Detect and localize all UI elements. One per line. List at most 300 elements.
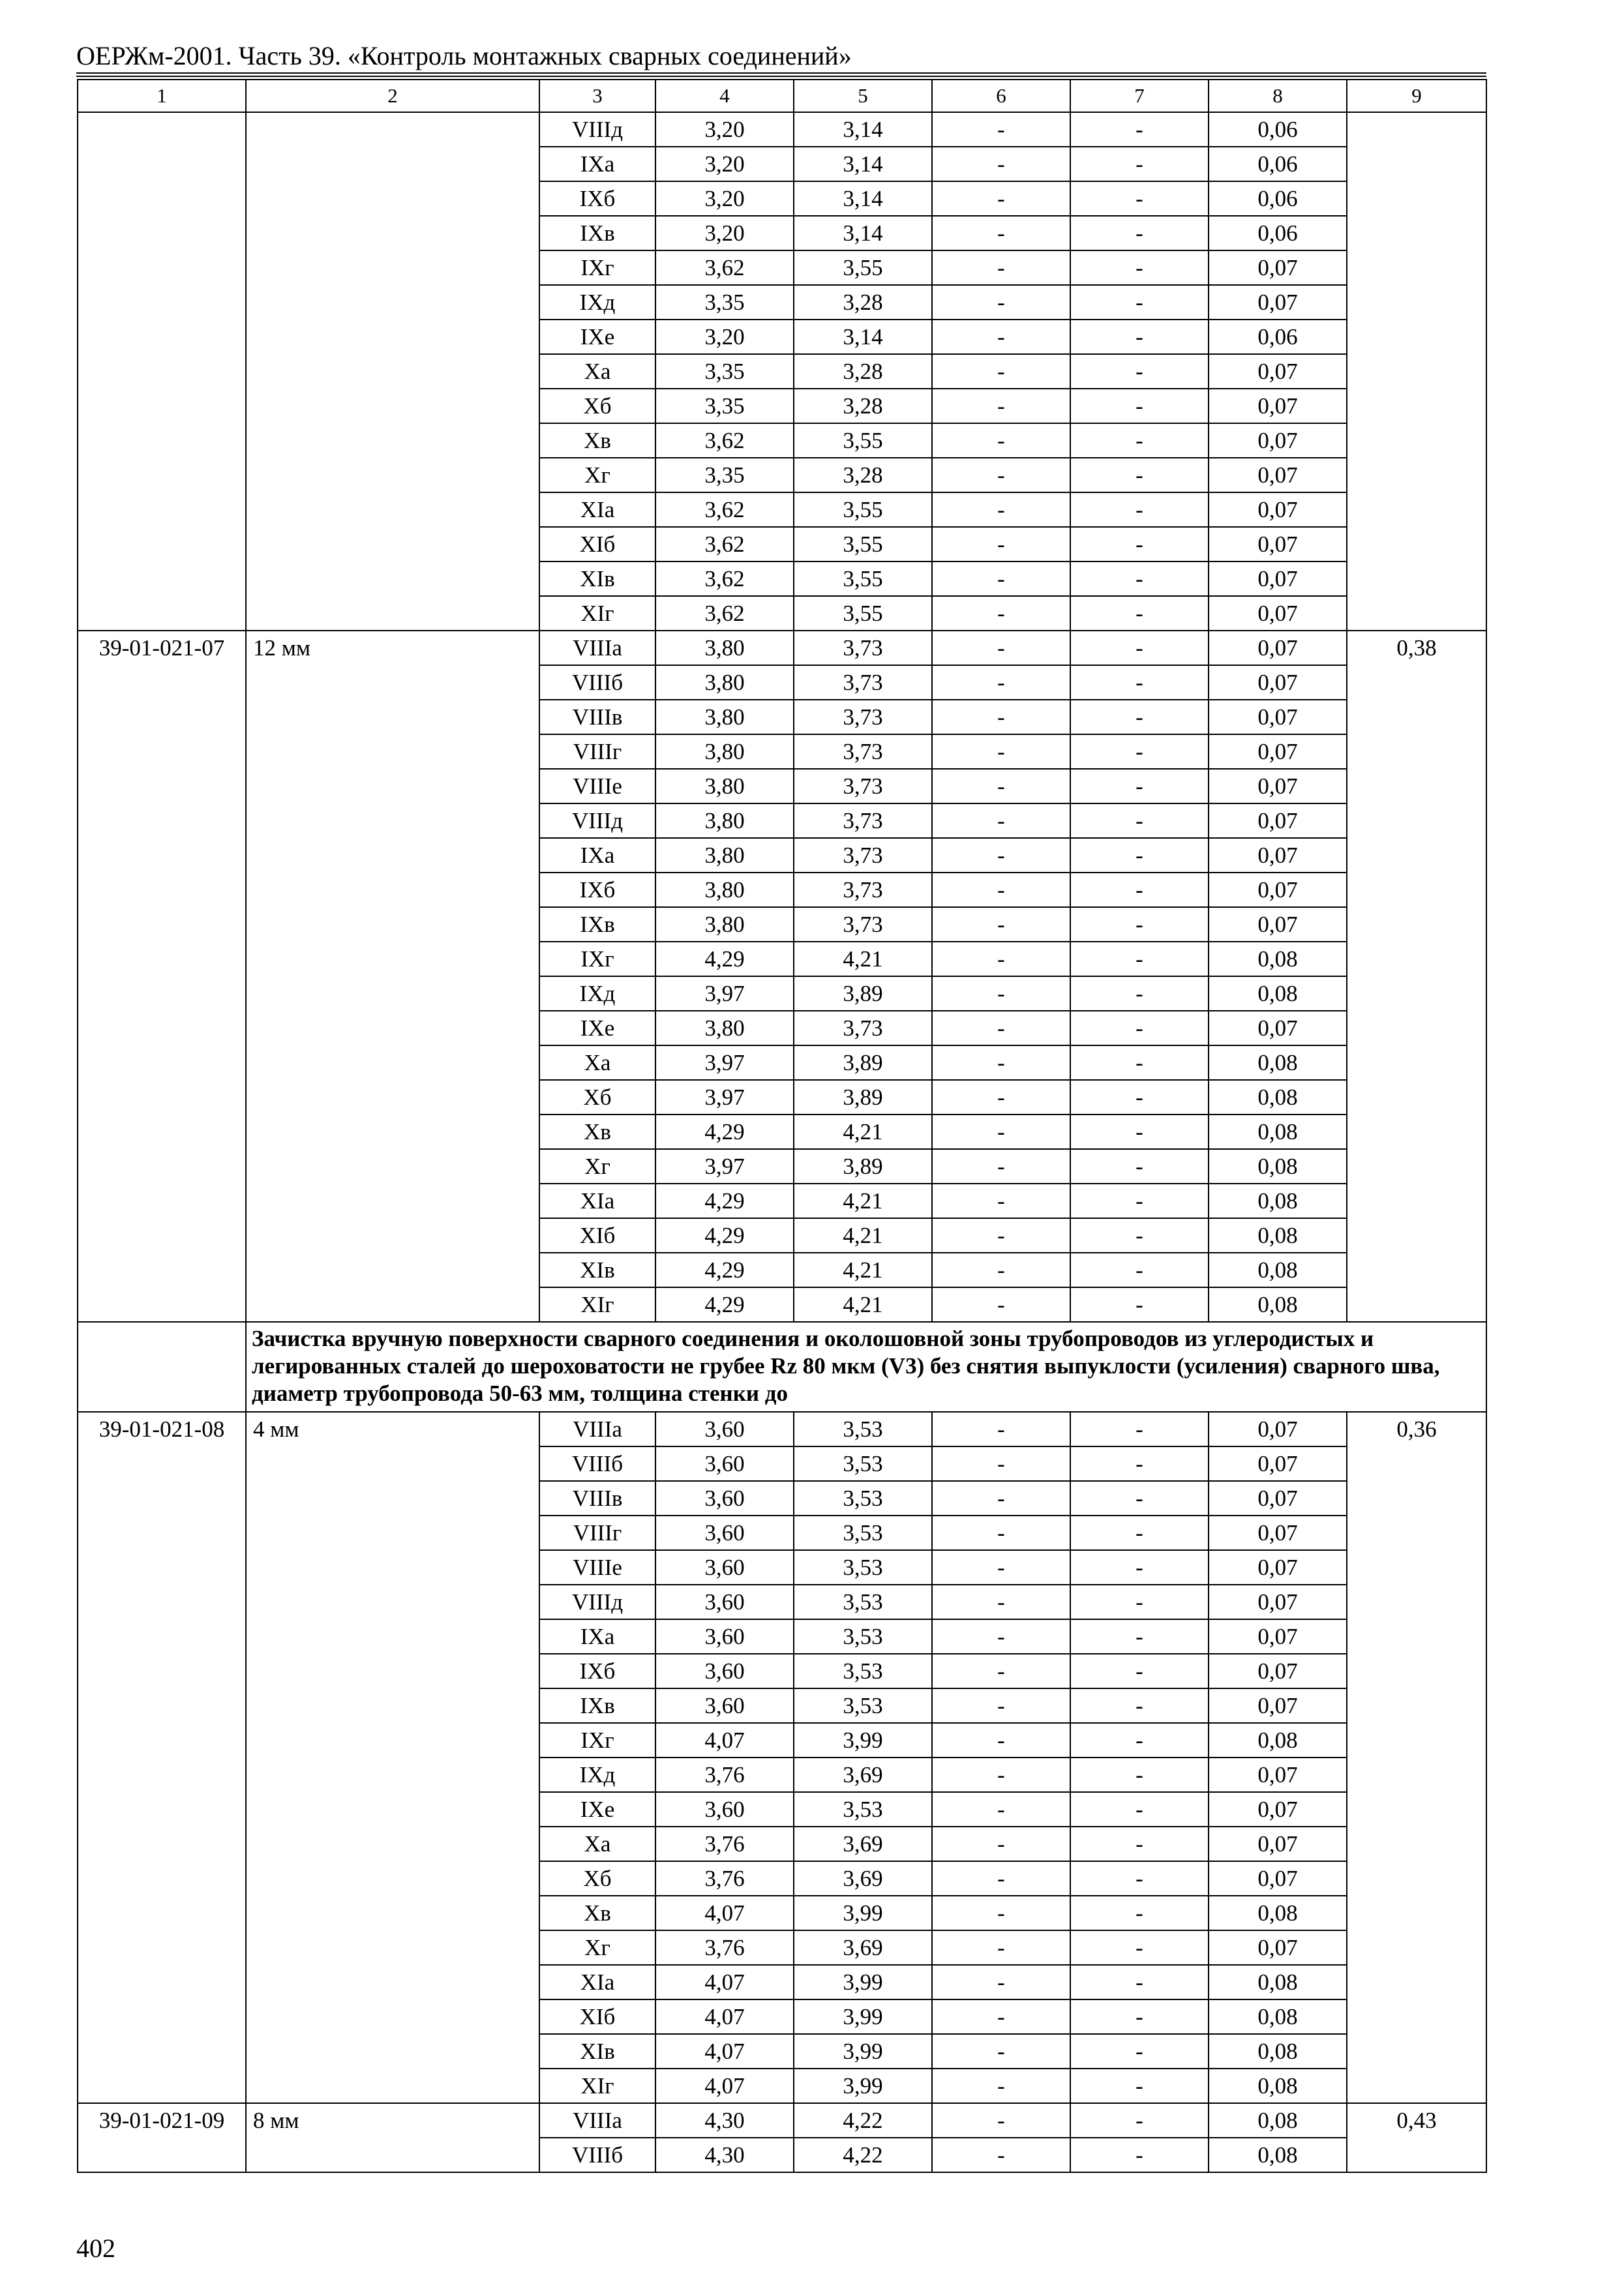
table-cell: XIг xyxy=(539,2069,655,2103)
table-cell: 3,28 xyxy=(794,285,932,320)
table-cell: - xyxy=(932,1861,1070,1896)
table-cell: 0,08 xyxy=(1209,2138,1347,2172)
table-cell: - xyxy=(1070,769,1209,803)
table-cell: - xyxy=(932,285,1070,320)
wall-thickness-cell: 4 мм xyxy=(246,1412,539,2103)
column-number: 6 xyxy=(932,80,1070,112)
table-cell: - xyxy=(932,1184,1070,1218)
table-cell: 0,07 xyxy=(1209,631,1347,665)
table-cell: 3,14 xyxy=(794,320,932,354)
table-cell: 0,07 xyxy=(1209,1516,1347,1550)
table-cell: - xyxy=(932,1446,1070,1481)
table-cell: 0,07 xyxy=(1209,596,1347,631)
table-row xyxy=(78,631,1486,665)
table-cell: 4,29 xyxy=(655,1218,794,1253)
table-cell: Xв xyxy=(539,1115,655,1149)
table-cell: 0,07 xyxy=(1209,803,1347,838)
table-cell: XIг xyxy=(539,596,655,631)
table-cell: 3,73 xyxy=(794,1011,932,1045)
table-cell: 3,76 xyxy=(655,1861,794,1896)
table-cell: 3,80 xyxy=(655,665,794,700)
table-cell: 0,08 xyxy=(1209,2103,1347,2138)
material-total-cell: 0,43 xyxy=(1347,2103,1486,2172)
material-total-cell: 0,36 xyxy=(1347,1412,1486,2103)
wall-thickness-cell xyxy=(246,112,539,631)
table-cell: 3,53 xyxy=(794,1446,932,1481)
column-number: 1 xyxy=(78,80,246,112)
table-cell: 3,53 xyxy=(794,1516,932,1550)
table-cell: 3,89 xyxy=(794,1080,932,1115)
wall-thickness-cell: 12 мм xyxy=(246,631,539,1322)
table-cell: 3,60 xyxy=(655,1585,794,1619)
table-cell: 4,21 xyxy=(794,1218,932,1253)
wall-thickness-cell: 8 мм xyxy=(246,2103,539,2172)
table-cell: IXе xyxy=(539,1011,655,1045)
table-cell: 3,60 xyxy=(655,1446,794,1481)
table-cell: - xyxy=(1070,873,1209,907)
table-cell: XIг xyxy=(539,1287,655,1322)
table-cell: 3,14 xyxy=(794,112,932,147)
table-cell: 0,07 xyxy=(1209,1585,1347,1619)
table-cell: VIIIг xyxy=(539,1516,655,1550)
table-cell: - xyxy=(932,803,1070,838)
table-cell: 0,07 xyxy=(1209,769,1347,803)
table-cell: 0,07 xyxy=(1209,1792,1347,1827)
table-cell: - xyxy=(1070,1930,1209,1965)
table-cell: - xyxy=(1070,1758,1209,1792)
table-cell: - xyxy=(932,1481,1070,1516)
table-cell: 0,07 xyxy=(1209,423,1347,458)
table-cell: - xyxy=(1070,423,1209,458)
table-cell: Xг xyxy=(539,458,655,492)
table-cell: 3,97 xyxy=(655,976,794,1011)
table-cell: - xyxy=(1070,1654,1209,1688)
table-cell: - xyxy=(1070,250,1209,285)
table-cell: - xyxy=(1070,458,1209,492)
table-cell: 0,07 xyxy=(1209,838,1347,873)
table-cell: XIа xyxy=(539,1965,655,1999)
column-number: 7 xyxy=(1070,80,1209,112)
rate-code-cell: 39-01-021-07 xyxy=(78,631,246,1322)
table-cell: 0,07 xyxy=(1209,285,1347,320)
table-cell: - xyxy=(932,1080,1070,1115)
table-cell: 3,35 xyxy=(655,389,794,423)
table-cell: - xyxy=(1070,2103,1209,2138)
table-cell: - xyxy=(1070,527,1209,561)
table-cell: - xyxy=(932,873,1070,907)
table-cell: - xyxy=(1070,1999,1209,2034)
table-cell: - xyxy=(932,2034,1070,2069)
table-cell: 0,07 xyxy=(1209,1550,1347,1585)
table-cell: - xyxy=(932,1011,1070,1045)
table-cell: 4,21 xyxy=(794,1184,932,1218)
table-cell: Xб xyxy=(539,1080,655,1115)
table-cell: 0,08 xyxy=(1209,1287,1347,1322)
table-cell: 3,89 xyxy=(794,976,932,1011)
table-cell: 3,53 xyxy=(794,1688,932,1723)
table-cell: - xyxy=(932,838,1070,873)
table-cell: XIа xyxy=(539,1184,655,1218)
table-cell: - xyxy=(1070,216,1209,250)
table-cell: IXб xyxy=(539,873,655,907)
table-cell: 3,60 xyxy=(655,1516,794,1550)
table-cell: - xyxy=(932,423,1070,458)
table-cell: - xyxy=(1070,1585,1209,1619)
table-cell: - xyxy=(1070,631,1209,665)
table-cell: - xyxy=(932,1758,1070,1792)
table-cell: 3,97 xyxy=(655,1045,794,1080)
table-cell: 3,20 xyxy=(655,181,794,216)
header-double-rule xyxy=(76,72,1486,77)
table-cell: - xyxy=(932,1792,1070,1827)
table-cell: - xyxy=(932,1965,1070,1999)
table-cell: 3,60 xyxy=(655,1481,794,1516)
table-cell: 3,69 xyxy=(794,1827,932,1861)
table-cell: - xyxy=(1070,354,1209,389)
table-cell: 3,99 xyxy=(794,1723,932,1758)
table-cell: VIIIв xyxy=(539,700,655,734)
table-cell: VIIIг xyxy=(539,734,655,769)
table-cell: - xyxy=(932,492,1070,527)
table-cell: 3,97 xyxy=(655,1080,794,1115)
table-cell: IXг xyxy=(539,942,655,976)
table-cell: - xyxy=(932,2103,1070,2138)
table-cell: 4,29 xyxy=(655,1253,794,1287)
table-cell: 3,99 xyxy=(794,2069,932,2103)
table-cell: 3,55 xyxy=(794,423,932,458)
table-cell: Xа xyxy=(539,1045,655,1080)
table-cell: - xyxy=(932,700,1070,734)
table-cell: 3,53 xyxy=(794,1792,932,1827)
table-cell: 4,21 xyxy=(794,1253,932,1287)
table-cell: 4,07 xyxy=(655,1965,794,1999)
table-cell: - xyxy=(1070,112,1209,147)
table-cell: IXд xyxy=(539,1758,655,1792)
table-cell: - xyxy=(1070,907,1209,942)
table-cell: - xyxy=(1070,1253,1209,1287)
table-cell: 4,07 xyxy=(655,2069,794,2103)
table-cell: - xyxy=(1070,2138,1209,2172)
table-cell: - xyxy=(932,354,1070,389)
table-cell: 0,07 xyxy=(1209,1412,1347,1446)
table-cell: 0,08 xyxy=(1209,1115,1347,1149)
table-cell: 0,06 xyxy=(1209,216,1347,250)
table-cell: 3,53 xyxy=(794,1550,932,1585)
table-cell: - xyxy=(932,216,1070,250)
table-cell: 4,07 xyxy=(655,1999,794,2034)
table-cell: 3,73 xyxy=(794,838,932,873)
table-cell: 0,08 xyxy=(1209,1999,1347,2034)
table-cell: 0,07 xyxy=(1209,1861,1347,1896)
table-cell: - xyxy=(932,1149,1070,1184)
table-cell: VIIIа xyxy=(539,2103,655,2138)
table-cell: - xyxy=(932,458,1070,492)
table-cell: - xyxy=(1070,1481,1209,1516)
table-cell: Xв xyxy=(539,423,655,458)
table-cell: 0,07 xyxy=(1209,1930,1347,1965)
table-cell: 3,73 xyxy=(794,803,932,838)
table-cell: - xyxy=(932,1218,1070,1253)
table-cell: 3,80 xyxy=(655,803,794,838)
table-cell: - xyxy=(1070,1045,1209,1080)
table-cell: - xyxy=(1070,1861,1209,1896)
table-cell: - xyxy=(932,1896,1070,1930)
table-cell: - xyxy=(1070,147,1209,181)
table-cell: 0,06 xyxy=(1209,181,1347,216)
table-cell: IXг xyxy=(539,250,655,285)
table-cell: 3,55 xyxy=(794,561,932,596)
table-cell: 0,07 xyxy=(1209,1654,1347,1688)
table-cell: 4,21 xyxy=(794,942,932,976)
table-cell: 3,20 xyxy=(655,112,794,147)
table-cell: 3,20 xyxy=(655,216,794,250)
table-cell: - xyxy=(1070,838,1209,873)
table-cell: 0,07 xyxy=(1209,700,1347,734)
table-cell: 4,07 xyxy=(655,2034,794,2069)
table-cell: 0,07 xyxy=(1209,527,1347,561)
table-cell: VIIIе xyxy=(539,769,655,803)
table-cell: 3,14 xyxy=(794,147,932,181)
table-cell: - xyxy=(932,320,1070,354)
table-cell: Xг xyxy=(539,1930,655,1965)
table-cell: 3,14 xyxy=(794,216,932,250)
table-cell: 0,07 xyxy=(1209,561,1347,596)
table-cell: IXе xyxy=(539,1792,655,1827)
column-number: 8 xyxy=(1209,80,1347,112)
table-cell: XIа xyxy=(539,492,655,527)
table-cell: 3,80 xyxy=(655,734,794,769)
table-cell: 3,62 xyxy=(655,596,794,631)
table-cell: - xyxy=(1070,1412,1209,1446)
table-cell: 3,60 xyxy=(655,1688,794,1723)
table-cell: 3,76 xyxy=(655,1930,794,1965)
table-cell: 3,73 xyxy=(794,631,932,665)
table-cell: 3,99 xyxy=(794,2034,932,2069)
table-cell: VIIIе xyxy=(539,1550,655,1585)
table-cell: Xб xyxy=(539,1861,655,1896)
column-number: 3 xyxy=(539,80,655,112)
table-cell: 3,28 xyxy=(794,354,932,389)
table-cell: 4,22 xyxy=(794,2103,932,2138)
table-cell: - xyxy=(932,665,1070,700)
table-cell: - xyxy=(1070,2034,1209,2069)
table-cell: - xyxy=(1070,1149,1209,1184)
table-cell: 0,07 xyxy=(1209,665,1347,700)
table-cell: - xyxy=(932,2069,1070,2103)
table-cell: - xyxy=(1070,942,1209,976)
table-cell: 0,07 xyxy=(1209,1011,1347,1045)
table-cell: Xа xyxy=(539,1827,655,1861)
table-cell: 0,07 xyxy=(1209,389,1347,423)
table-cell: VIIIа xyxy=(539,1412,655,1446)
table-cell: - xyxy=(1070,1011,1209,1045)
table-cell: 0,08 xyxy=(1209,976,1347,1011)
table-cell: - xyxy=(932,976,1070,1011)
table-cell: VIIIб xyxy=(539,665,655,700)
table-cell: 3,80 xyxy=(655,907,794,942)
table-cell: 4,30 xyxy=(655,2103,794,2138)
table-cell: 3,99 xyxy=(794,1896,932,1930)
table-cell: IXг xyxy=(539,1723,655,1758)
table-cell: 3,20 xyxy=(655,320,794,354)
table-cell: 3,73 xyxy=(794,734,932,769)
table-cell: 0,07 xyxy=(1209,907,1347,942)
table-cell: IXд xyxy=(539,285,655,320)
table-cell: 4,07 xyxy=(655,1896,794,1930)
table-cell: 3,55 xyxy=(794,527,932,561)
table-cell: 3,35 xyxy=(655,354,794,389)
table-cell: 4,22 xyxy=(794,2138,932,2172)
table-cell: 3,60 xyxy=(655,1619,794,1654)
table-cell: - xyxy=(932,1585,1070,1619)
table-cell: - xyxy=(1070,1792,1209,1827)
table-cell: 3,73 xyxy=(794,700,932,734)
section-heading-text: Зачистка вручную поверхности сварного соединения и околошовной зоны трубопроводов из углеродистых и легированных сталей до шероховатости не грубее Rz 80 мкм (V3) без снятия выпуклости (усиления) сварного шва, диаметр трубопровода 50-63 мм, толщина стенки до xyxy=(246,1322,1486,1412)
table-cell: - xyxy=(932,1550,1070,1585)
table-cell: 0,08 xyxy=(1209,2069,1347,2103)
table-cell: 0,07 xyxy=(1209,354,1347,389)
table-cell: 4,30 xyxy=(655,2138,794,2172)
table-cell: IXа xyxy=(539,1619,655,1654)
norms-table-body xyxy=(78,80,1486,2172)
table-cell: - xyxy=(932,734,1070,769)
table-cell: 0,08 xyxy=(1209,1080,1347,1115)
table-cell: - xyxy=(1070,700,1209,734)
table-cell: 3,53 xyxy=(794,1585,932,1619)
table-cell: 3,62 xyxy=(655,561,794,596)
table-cell: 0,07 xyxy=(1209,250,1347,285)
table-cell: 3,73 xyxy=(794,769,932,803)
table-cell: - xyxy=(1070,803,1209,838)
table-cell: 3,69 xyxy=(794,1861,932,1896)
table-row xyxy=(78,1412,1486,1446)
table-cell: 0,07 xyxy=(1209,1481,1347,1516)
material-total-cell: 0,38 xyxy=(1347,631,1486,1322)
table-cell: - xyxy=(1070,1516,1209,1550)
table-cell: 3,53 xyxy=(794,1412,932,1446)
table-cell: 4,07 xyxy=(655,1723,794,1758)
table-cell: 3,80 xyxy=(655,631,794,665)
table-cell: - xyxy=(932,1827,1070,1861)
table-cell: - xyxy=(932,527,1070,561)
table-cell: 3,80 xyxy=(655,700,794,734)
table-cell: - xyxy=(1070,596,1209,631)
table-cell: 3,55 xyxy=(794,250,932,285)
table-cell: 3,53 xyxy=(794,1619,932,1654)
table-cell: VIIIд xyxy=(539,112,655,147)
table-cell: - xyxy=(932,1999,1070,2034)
table-cell: - xyxy=(1070,1115,1209,1149)
table-cell: VIIIд xyxy=(539,1585,655,1619)
table-cell: IXб xyxy=(539,1654,655,1688)
table-cell: IXв xyxy=(539,1688,655,1723)
table-cell: - xyxy=(1070,1287,1209,1322)
table-cell: - xyxy=(932,181,1070,216)
table-cell: VIIIа xyxy=(539,631,655,665)
table-cell: 4,29 xyxy=(655,1287,794,1322)
table-cell: - xyxy=(1070,1827,1209,1861)
rate-code-cell xyxy=(78,112,246,631)
table-cell: - xyxy=(932,1723,1070,1758)
table-cell: 3,89 xyxy=(794,1149,932,1184)
table-cell: 3,28 xyxy=(794,389,932,423)
table-cell: 0,07 xyxy=(1209,1758,1347,1792)
table-cell: - xyxy=(1070,1688,1209,1723)
table-cell: 0,06 xyxy=(1209,112,1347,147)
table-cell: 3,76 xyxy=(655,1758,794,1792)
table-cell: Xв xyxy=(539,1896,655,1930)
table-cell: - xyxy=(1070,1080,1209,1115)
table-cell: 3,35 xyxy=(655,285,794,320)
table-cell: - xyxy=(932,1688,1070,1723)
table-cell: 3,53 xyxy=(794,1481,932,1516)
table-cell: 0,08 xyxy=(1209,1218,1347,1253)
table-cell: 0,08 xyxy=(1209,1896,1347,1930)
table-cell: - xyxy=(1070,1446,1209,1481)
table-cell: 0,07 xyxy=(1209,1688,1347,1723)
table-cell: 3,20 xyxy=(655,147,794,181)
table-row xyxy=(78,112,1486,147)
table-cell: 3,99 xyxy=(794,1965,932,1999)
table-cell: IXа xyxy=(539,147,655,181)
table-cell: - xyxy=(932,250,1070,285)
table-cell: 0,07 xyxy=(1209,734,1347,769)
table-cell: 0,07 xyxy=(1209,458,1347,492)
table-cell: XIб xyxy=(539,1218,655,1253)
table-cell: - xyxy=(1070,1965,1209,1999)
column-number: 9 xyxy=(1347,80,1486,112)
table-cell: 0,07 xyxy=(1209,873,1347,907)
table-cell: 3,53 xyxy=(794,1654,932,1688)
table-cell: 3,80 xyxy=(655,873,794,907)
column-number: 2 xyxy=(246,80,539,112)
table-cell: - xyxy=(932,1654,1070,1688)
table-cell: 3,14 xyxy=(794,181,932,216)
table-cell: VIIIб xyxy=(539,1446,655,1481)
table-cell: VIIIв xyxy=(539,1481,655,1516)
table-cell: 3,55 xyxy=(794,596,932,631)
table-cell: 3,97 xyxy=(655,1149,794,1184)
table-cell: - xyxy=(1070,665,1209,700)
table-cell: 3,89 xyxy=(794,1045,932,1080)
table-cell: IXе xyxy=(539,320,655,354)
table-cell: 0,07 xyxy=(1209,1827,1347,1861)
table-cell: - xyxy=(1070,181,1209,216)
table-row xyxy=(78,2103,1486,2138)
table-cell: 3,62 xyxy=(655,250,794,285)
table-cell: 3,60 xyxy=(655,1412,794,1446)
table-cell: - xyxy=(932,147,1070,181)
table-cell: XIв xyxy=(539,1253,655,1287)
column-number: 5 xyxy=(794,80,932,112)
table-cell: - xyxy=(932,1045,1070,1080)
table-cell: - xyxy=(1070,2069,1209,2103)
table-cell: - xyxy=(1070,976,1209,1011)
table-cell: 3,60 xyxy=(655,1792,794,1827)
table-cell: 3,73 xyxy=(794,907,932,942)
table-cell: XIб xyxy=(539,527,655,561)
table-cell: 3,60 xyxy=(655,1654,794,1688)
table-cell: - xyxy=(1070,1619,1209,1654)
table-cell: - xyxy=(1070,1896,1209,1930)
table-cell: - xyxy=(932,1253,1070,1287)
column-number-row xyxy=(78,80,1486,112)
table-cell: 3,69 xyxy=(794,1930,932,1965)
table-cell: - xyxy=(1070,1218,1209,1253)
table-cell: - xyxy=(932,1412,1070,1446)
table-cell: 0,08 xyxy=(1209,2034,1347,2069)
table-cell: - xyxy=(932,942,1070,976)
